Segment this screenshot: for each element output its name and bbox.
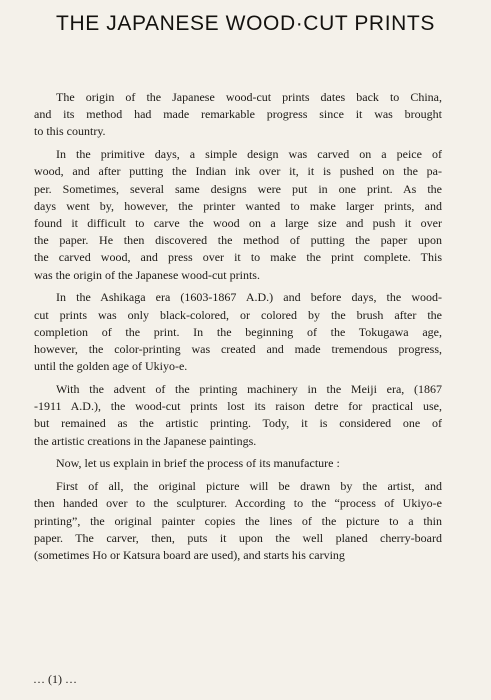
page-title: THE JAPANESE WOOD·CUT PRINTS <box>56 12 435 35</box>
text-line: found it difficult to carve the wood on a large size and push it over <box>34 216 442 231</box>
text-line: In the Ashikaga era (1603-1867 A.D.) and before days, the wood- <box>56 290 442 305</box>
text-line: In the primitive days, a simple design was carved on a peice of <box>56 147 442 162</box>
text-line: however, the color-printing was created and made tremendous progress, <box>34 342 442 357</box>
text-line: then handed over to the sculpturer. According to the “process of Ukiyo-e <box>34 496 442 511</box>
paragraph <box>34 89 442 141</box>
text-line: With the advent of the printing machinery in the Meiji era, (1867 <box>56 382 442 397</box>
text-line: First of all, the original picture will be drawn by the artist, and <box>56 479 442 494</box>
text-line: The origin of the Japanese wood-cut prints dates back to China, <box>56 90 442 104</box>
text-line: but remained as the artistic printing. Tody, it is considered one of <box>34 416 442 431</box>
text-line: cut prints was only black-colored, or colored by the brush after the <box>34 307 442 322</box>
paragraph <box>34 455 442 472</box>
text-line: paper. The carver, then, puts it upon the well planed cherry-board <box>34 530 442 545</box>
text-line: Now, let us explain in brief the process of its manufacture : <box>56 456 340 471</box>
text-line: to this country. <box>34 124 106 139</box>
text-line: printing”, the original painter copies the lines of the picture to a thin <box>34 513 442 528</box>
text-line: days went by, however, the printer wanted to make larger prints, and <box>34 198 442 213</box>
page-number: … (1) … <box>33 672 77 686</box>
text-line: (sometimes Ho or Katsura board are used), and starts his carving <box>34 548 345 563</box>
text-line: -1911 A.D.), the wood-cut prints lost its raison detre for practical use, <box>34 399 442 414</box>
text-line: the paper. He then discovered the method of putting the paper upon <box>34 233 442 248</box>
paragraph <box>34 289 442 375</box>
text-line: and its method had made remarkable progress since it was brought <box>34 107 442 122</box>
text-line: the carved wood, and press over it to make the print complete. This <box>34 250 442 265</box>
paragraph <box>34 381 442 450</box>
document-body <box>34 89 442 570</box>
text-line: until the golden age of Ukiyo-e. <box>34 359 188 374</box>
text-line: completion of the print. In the beginning of the Tokugawa age, <box>34 324 442 339</box>
text-line: was the origin of the Japanese wood-cut prints. <box>34 267 260 282</box>
text-line: the artistic creations in the Japanese paintings. <box>34 433 257 448</box>
paragraph <box>34 146 442 284</box>
text-line: wood, and after putting the Indian ink over it, it is pushed on the pa- <box>34 164 442 179</box>
paragraph <box>34 478 442 564</box>
text-line: per. Sometimes, several same designs were put in one print. As the <box>34 181 442 196</box>
